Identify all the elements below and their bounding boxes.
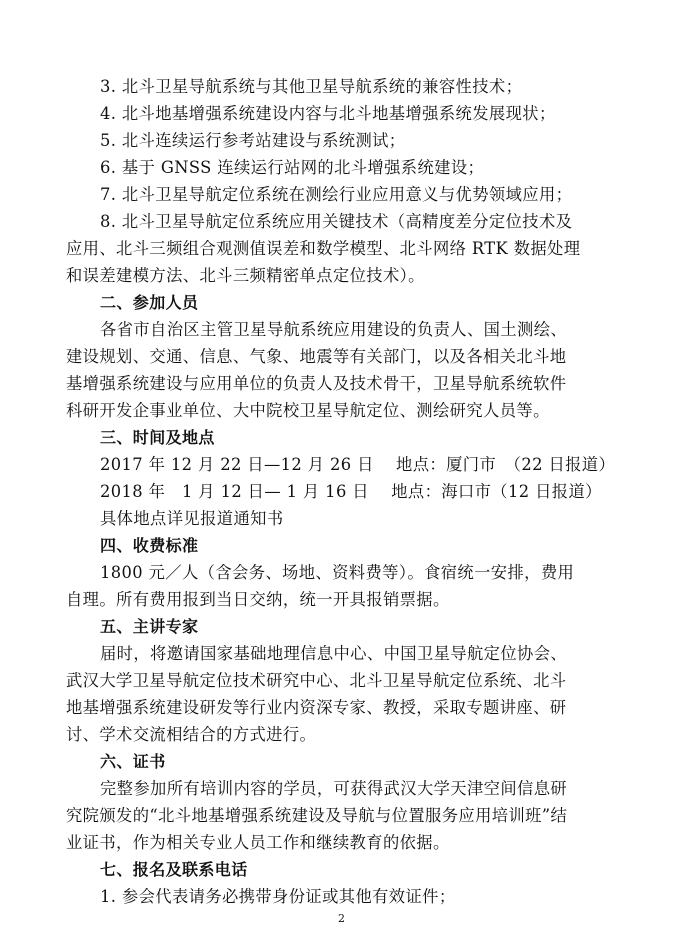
section-heading-certificate: 六、证书 [100,752,166,771]
paragraph-line: 业证书，作为相关专业人员工作和继续教育的依据。 [66,833,450,852]
paragraph-line: 讨、学术交流相结合的方式进行。 [66,725,317,744]
paragraph-line: 1800 元／人（含会务、场地、资料费等）。食宿统一安排，费用 [100,563,575,582]
paragraph-line: 武汉大学卫星导航定位技术研究中心、北斗卫星导航定位系统、北斗 [66,671,567,690]
schedule-line-haikou: 2018 年 1 月 12 日— 1 月 16 日 地点：海口市（12 日报道） [100,482,602,501]
paragraph-line: 届时，将邀请国家基础地理信息中心、中国卫星导航定位协会、 [100,644,568,663]
paragraph-line: 自理。所有费用报到当日交纳，统一开具报销票据。 [66,590,450,609]
list-item-3: 3. 北斗卫星导航系统与其他卫星导航系统的兼容性技术； [100,77,523,96]
list-item-5: 5. 北斗连续运行参考站建设与系统测试； [100,131,406,150]
paragraph-line: 究院颁发的“北斗地基增强系统建设及导航与位置服务应用培训班”结 [66,806,568,825]
section-heading-experts: 五、主讲专家 [100,617,199,636]
section-heading-participants: 二、参加人员 [100,293,199,312]
page-number: 2 [338,912,345,925]
paragraph-line: 各省市自治区主管卫星导航系统应用建设的负责人、国土测绘、 [100,320,568,339]
paragraph-line: 科研开发企事业单位、大中院校卫星导航定位、测绘研究人员等。 [66,401,550,420]
section-heading-time-place: 三、时间及地点 [100,428,215,447]
paragraph-line: 具体地点详见报道通知书 [100,509,284,528]
paragraph-line: 地基增强系统建设研发等行业内资深专家、教授，采取专题讲座、研 [66,698,567,717]
paragraph-line: 完整参加所有培训内容的学员，可获得武汉大学天津空间信息研 [100,779,568,798]
schedule-line-xiamen: 2017 年 12 月 22 日—12 月 26 日 地点：厦门市 （22 日报道） [100,455,616,474]
paragraph-line: 基增强系统建设与应用单位的负责人及技术骨干，卫星导航系统软件 [66,374,567,393]
paragraph-line: 应用、北斗三频组合观测值误差和数学模型、北斗网络 RTK 数据处理 [66,239,581,258]
list-item-4: 4. 北斗地基增强系统建设内容与北斗地基增强系统发展现状； [100,104,556,123]
paragraph-line: 和误差建模方法、北斗三频精密单点定位技术）。 [66,266,425,285]
list-item-6: 6. 基于 GNSS 连续运行站网的北斗增强系统建设； [100,158,485,177]
list-item-8: 8. 北斗卫星导航定位系统应用关键技术（高精度差分定位技术及 [100,212,573,231]
section-heading-registration: 七、报名及联系电话 [100,860,248,879]
section-heading-fees: 四、收费标准 [100,536,199,555]
list-item-registration-1: 1. 参会代表请务必携带身份证或其他有效证件； [100,887,456,906]
list-item-7: 7. 北斗卫星导航定位系统在测绘行业应用意义与优势领域应用； [100,185,573,204]
paragraph-line: 建设规划、交通、信息、气象、地震等有关部门，以及各相关北斗地 [66,347,567,366]
